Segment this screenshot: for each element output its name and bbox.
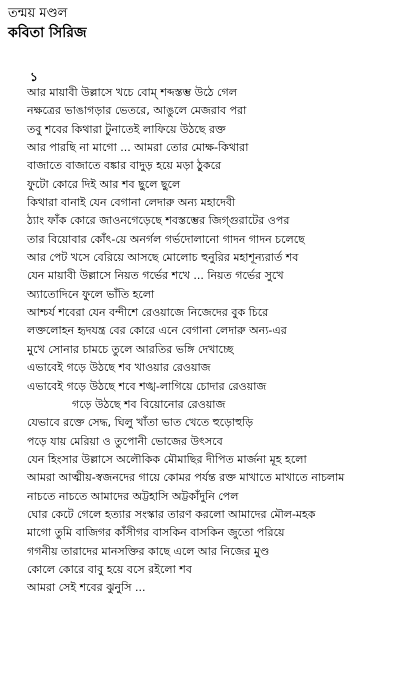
poem-line: তবু শবের কিথারা টুনাতেই লাফিয়ে উঠছে রক্ত xyxy=(27,122,226,136)
poem-line: গগনীয় তারাদের মানসক্তির কাছে এলে আর নিজের মুণ্ড xyxy=(27,544,270,558)
poem-line: মাগো তুমি বাজিগর কাঁসীগর বাসকিন বাসকিন জুতো পরিয়ে xyxy=(27,526,285,540)
poem-line: ঘোর কেটে গেলে হত্যার সংস্কার তারণ করলো আমাদের মৌল-মহক xyxy=(27,507,316,521)
poem-line: নাচতে নাচতে আমাদের অট্টহাসি অট্টকাঁদুনি পেল xyxy=(27,489,239,503)
poem-line: আর পেট খসে বেরিয়ে আসছে মোলোচ হুনুরির মহাশূন্যরার্ত শব xyxy=(27,251,299,265)
poem-line: তার বিয়োবার কোঁৎ-য়ে অনর্গল গর্ভদোলানো গাদন গাদন চলেছে xyxy=(27,232,305,246)
poem-line: মুখে সোনার চামচে তুলে আরতির ভঙ্গি দেখাচ্ছে xyxy=(27,342,234,356)
poem-line: ঠ্যাং ফাঁক কোরে জাওনগেড়েছে শবস্তম্ভের জিগ্গুরাটের ওপর xyxy=(27,214,290,228)
poem-line: ফুটো কোরে দিই আর শব ছুলে ছুলে xyxy=(27,177,181,191)
author-name: তন্ময় মণ্ডল xyxy=(8,6,68,21)
series-title: কবিতা সিরিজ xyxy=(8,25,87,41)
poem-line: আর মায়াবী উল্লাসে খচে বোম্ শব্দস্তম্ভ উঠে গেল xyxy=(27,86,237,99)
poem-line: আশ্চর্য শবেরা যেন বন্দীশে রেওয়াজে নিজেদের বুক চিরে xyxy=(27,306,269,320)
poem-line: এভাবেই গড়ে উঠছে শবে শঙ্খ-লাগিয়ে চোদার রেওয়াজ xyxy=(27,379,267,393)
poem-line: আমরা সেই শবের ঝুনুসি ... xyxy=(27,581,146,595)
poem-line: গড়ে উঠছে শব বিয়োনোর রেওয়াজ xyxy=(72,397,226,411)
poem-line: যেন হিংসার উল্লাসে অলৌকিক মৌমাছির দীপিত মার্জনা মূহ হলো xyxy=(27,452,307,466)
poem-line: বাজাতে বাজাতে বঙ্কার বাদুড় হয়ে মড়া ঠুকরে xyxy=(27,159,222,173)
poem-line: পড়ে যায় মেরিয়া ও তুপোনী ভোজের উৎসবে xyxy=(27,434,223,448)
poem-line: অ্যাতোদিনে ফুলে ভাঁতি হলো xyxy=(27,287,155,301)
poem-line: লক্তলোহন হৃদযন্ত্র বের কোরে এনে বেগানা লেদারু অন্য-এর xyxy=(27,324,287,338)
poem-line: এভাবেই গড়ে উঠছে শব খাওয়ার রেওয়াজ xyxy=(27,361,211,375)
poem-line: যেভাবে রক্তে সেদ্ধ, ঘিলু খাঁতা ভাত খেতে হুড়োহুড়ি xyxy=(27,416,254,430)
poem-line: কোলে কোরে বাবু হয়ে বসে রইলো শব xyxy=(27,562,192,576)
poem-line: কিথারা বানাই যেন বেগানা লেদারু অন্য মহাদেবী xyxy=(27,196,236,210)
poem-number: ১ xyxy=(30,70,38,84)
poem-line: আমরা আত্মীয়-স্বজনদের গায়ে কোমর পর্যন্ত রক্ত মাখাতে মাখাতে নাচলাম xyxy=(27,471,345,485)
poem-line: নক্ষত্রের ভাঙাগড়ার ভেতরে, আঙুলে মেজরাব পরা xyxy=(27,104,247,118)
poem-body xyxy=(8,85,408,599)
poem-line: যেন মায়াবী উল্লাসে নিয়ত গর্ভের শখে ... নিয়ত গর্ভের সুখে xyxy=(27,269,284,283)
poem-line: আর পারছি না মাগো ... আমরা তোর মোক্ষ-কিথারা xyxy=(27,141,249,155)
